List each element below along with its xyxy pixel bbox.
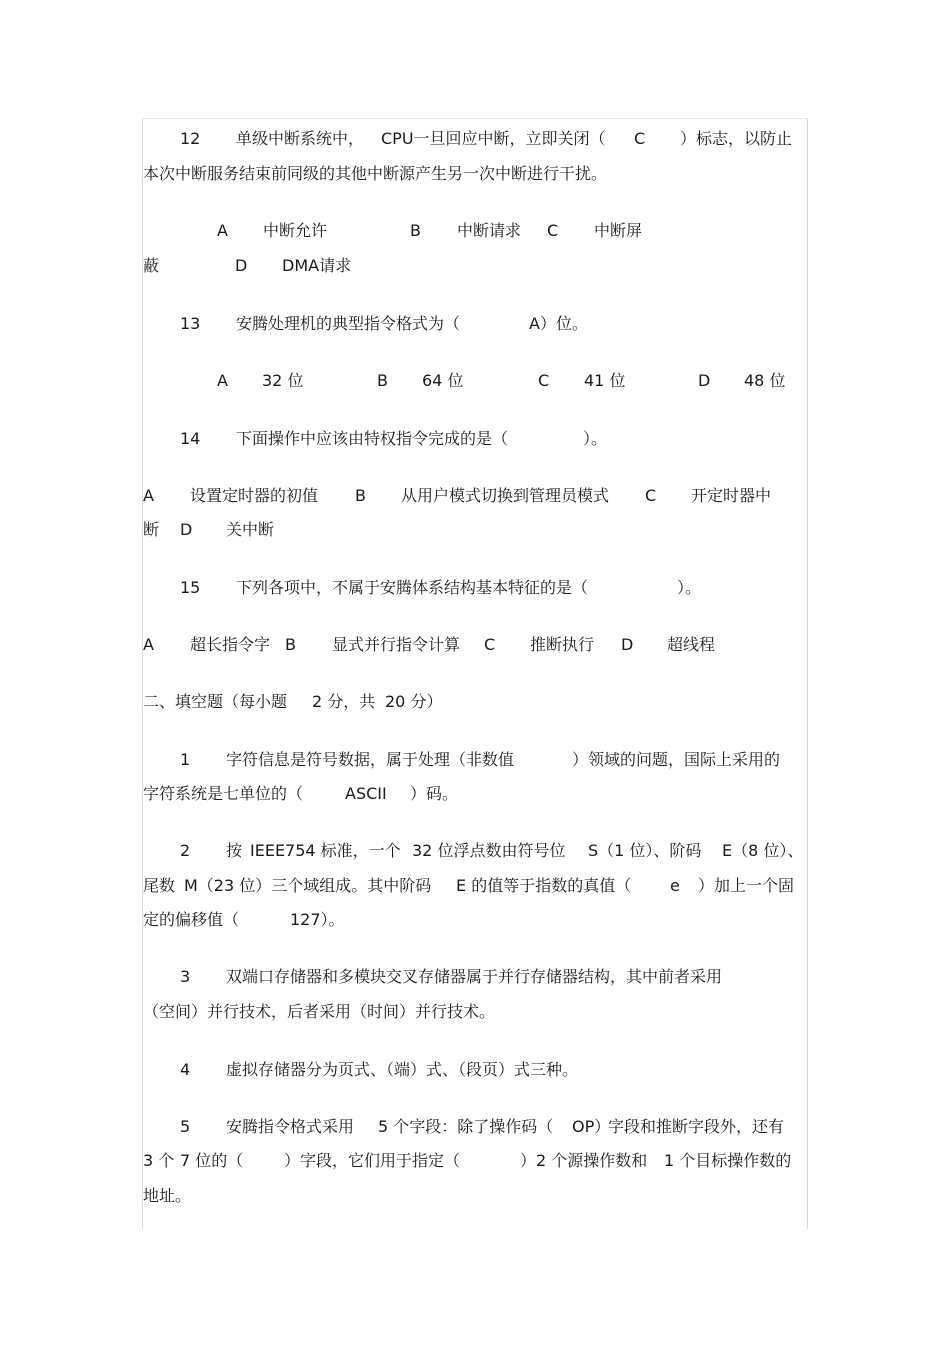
q12-opt-a-text: 中断允许 — [263, 221, 328, 240]
section-score2: 20 分） — [385, 692, 443, 711]
q13-opt-d-text: 48 位 — [744, 371, 786, 390]
q13-text1: 安腾处理机的典型指令格式为（ — [236, 314, 461, 333]
q13-answer: A） — [529, 314, 556, 333]
f1-text2: ）领域的问题，国际上采用的 — [572, 750, 781, 769]
q12-text3: ）标志，以防止 — [680, 129, 793, 148]
q15-opt-b-letter: B — [285, 635, 296, 654]
section-score1: 2 分，共 — [312, 692, 376, 711]
f2-l2c: E 的值等于指数的真值（ — [456, 876, 632, 895]
f5-t3: OP） — [572, 1117, 611, 1136]
f1-answer: ASCII — [345, 784, 387, 803]
q15-opt-d-text: 超线程 — [667, 635, 716, 654]
f5-t1: 安腾指令格式采用 — [226, 1117, 355, 1136]
q14-opt-c-letter: C — [645, 486, 657, 505]
section-heading: 二、填空题（每小题 — [143, 692, 288, 711]
f3-line2: （空间）并行技术，后者采用（时间）并行技术。 — [143, 1002, 496, 1021]
q14-opt-d-text: 关中断 — [226, 520, 275, 539]
f2-t2: IEEE754 标准，一个 — [250, 841, 401, 860]
q15-opt-d-letter: D — [621, 635, 634, 654]
f2-l2e: ）加上一个固 — [698, 876, 795, 895]
f2-l3b: 127）。 — [290, 910, 345, 929]
q14-opt-a-letter: A — [143, 486, 154, 505]
f5-t2: 5 个字段：除了操作码（ — [378, 1117, 554, 1136]
q13-opt-a-text: 32 位 — [262, 371, 304, 390]
q12-opt-b-text: 中断请求 — [457, 221, 522, 240]
q13-opt-d-letter: D — [698, 371, 711, 390]
q14-opt-b-text: 从用户模式切换到管理员模式 — [401, 486, 610, 505]
q13-opt-b-letter: B — [377, 371, 388, 390]
f2-l2a: 尾数 — [143, 876, 176, 895]
f2-l2b: M（23 位）三个域组成。其中阶码 — [184, 876, 432, 895]
f3-line1: 双端口存储器和多模块交叉存储器属于并行存储器结构，其中前者采用 — [226, 967, 723, 986]
f5-line3: 地址。 — [143, 1186, 192, 1205]
q15-opt-c-letter: C — [484, 635, 496, 654]
q13-opt-c-letter: C — [538, 371, 550, 390]
q12-text2: CPU一旦回应中断，立即关闭（ — [381, 129, 606, 148]
q13-opt-c-text: 41 位 — [584, 371, 626, 390]
f5-l2d: ）2 个源操作数和 — [520, 1151, 648, 1170]
f4-number: 4 — [180, 1060, 191, 1079]
q14-opt-a-text: 设置定时器的初值 — [190, 486, 319, 505]
q12-opt-c-letter: C — [547, 221, 559, 240]
f2-t3: 32 位浮点数由符号位 — [412, 841, 566, 860]
f5-l2e: 1 个目标操作数的 — [664, 1151, 792, 1170]
q12-line2: 本次中断服务结束前同级的其他中断源产生另一次中断进行干扰。 — [143, 164, 608, 183]
q15-number: 15 — [180, 578, 201, 597]
q12-answer: C — [634, 129, 646, 148]
f5-l2a: 3 个 — [143, 1151, 175, 1170]
f5-number: 5 — [180, 1117, 191, 1136]
f2-l2d: e — [670, 876, 680, 895]
q15-text1: 下列各项中，不属于安腾体系结构基本特征的是（ — [236, 578, 589, 597]
f3-number: 3 — [180, 967, 191, 986]
f1-text1: 字符信息是符号数据，属于处理（非数值 — [226, 750, 515, 769]
f2-t5: E（8 位）、 — [722, 841, 804, 860]
f4-text: 虚拟存储器分为页式、（端）式、（段页）式三种。 — [226, 1060, 579, 1079]
q15-opt-a-letter: A — [143, 635, 154, 654]
q14-text2: ）。 — [583, 429, 608, 448]
q12-opt-d-letter: D — [235, 256, 248, 275]
q12-opt-c-cont: 蔽 — [143, 256, 160, 275]
q12-number: 12 — [180, 129, 201, 148]
f1-line2b: ）码。 — [410, 784, 459, 803]
q12-opt-c-text: 中断屏 — [594, 221, 643, 240]
q13-opt-b-text: 64 位 — [422, 371, 464, 390]
q13-opt-a-letter: A — [217, 371, 228, 390]
f2-t1: 按 — [226, 841, 243, 860]
q15-opt-a-text: 超长指令字 — [190, 635, 271, 654]
q14-text1: 下面操作中应该由特权指令完成的是（ — [236, 429, 509, 448]
q15-opt-b-text: 显式并行指令计算 — [332, 635, 461, 654]
q15-opt-c-text: 推断执行 — [530, 635, 595, 654]
f5-l2b: 7 位的（ — [180, 1151, 244, 1170]
q12-opt-b-letter: B — [410, 221, 421, 240]
q13-text2: 位。 — [556, 314, 589, 333]
q14-opt-c-cont: 断 — [143, 520, 160, 539]
f2-number: 2 — [180, 841, 191, 860]
q14-number: 14 — [180, 429, 201, 448]
q14-opt-d-letter: D — [180, 520, 193, 539]
q15-text2: ）。 — [677, 578, 702, 597]
f5-l2c: ）字段，它们用于指定（ — [284, 1151, 461, 1170]
q12-opt-a-letter: A — [217, 221, 228, 240]
q14-opt-b-letter: B — [355, 486, 366, 505]
f2-l3a: 定的偏移值（ — [143, 910, 240, 929]
q13-number: 13 — [180, 314, 201, 333]
f2-t4: S（1 位）、阶码 — [588, 841, 702, 860]
f1-line2a: 字符系统是七单位的（ — [143, 784, 304, 803]
q14-opt-c-text: 开定时器中 — [691, 486, 772, 505]
q12-opt-d-text: DMA请求 — [282, 256, 352, 275]
q12-text1: 单级中断系统中， — [236, 129, 365, 148]
f5-t4: 字段和推断字段外，还有 — [608, 1117, 785, 1136]
f1-number: 1 — [180, 750, 191, 769]
